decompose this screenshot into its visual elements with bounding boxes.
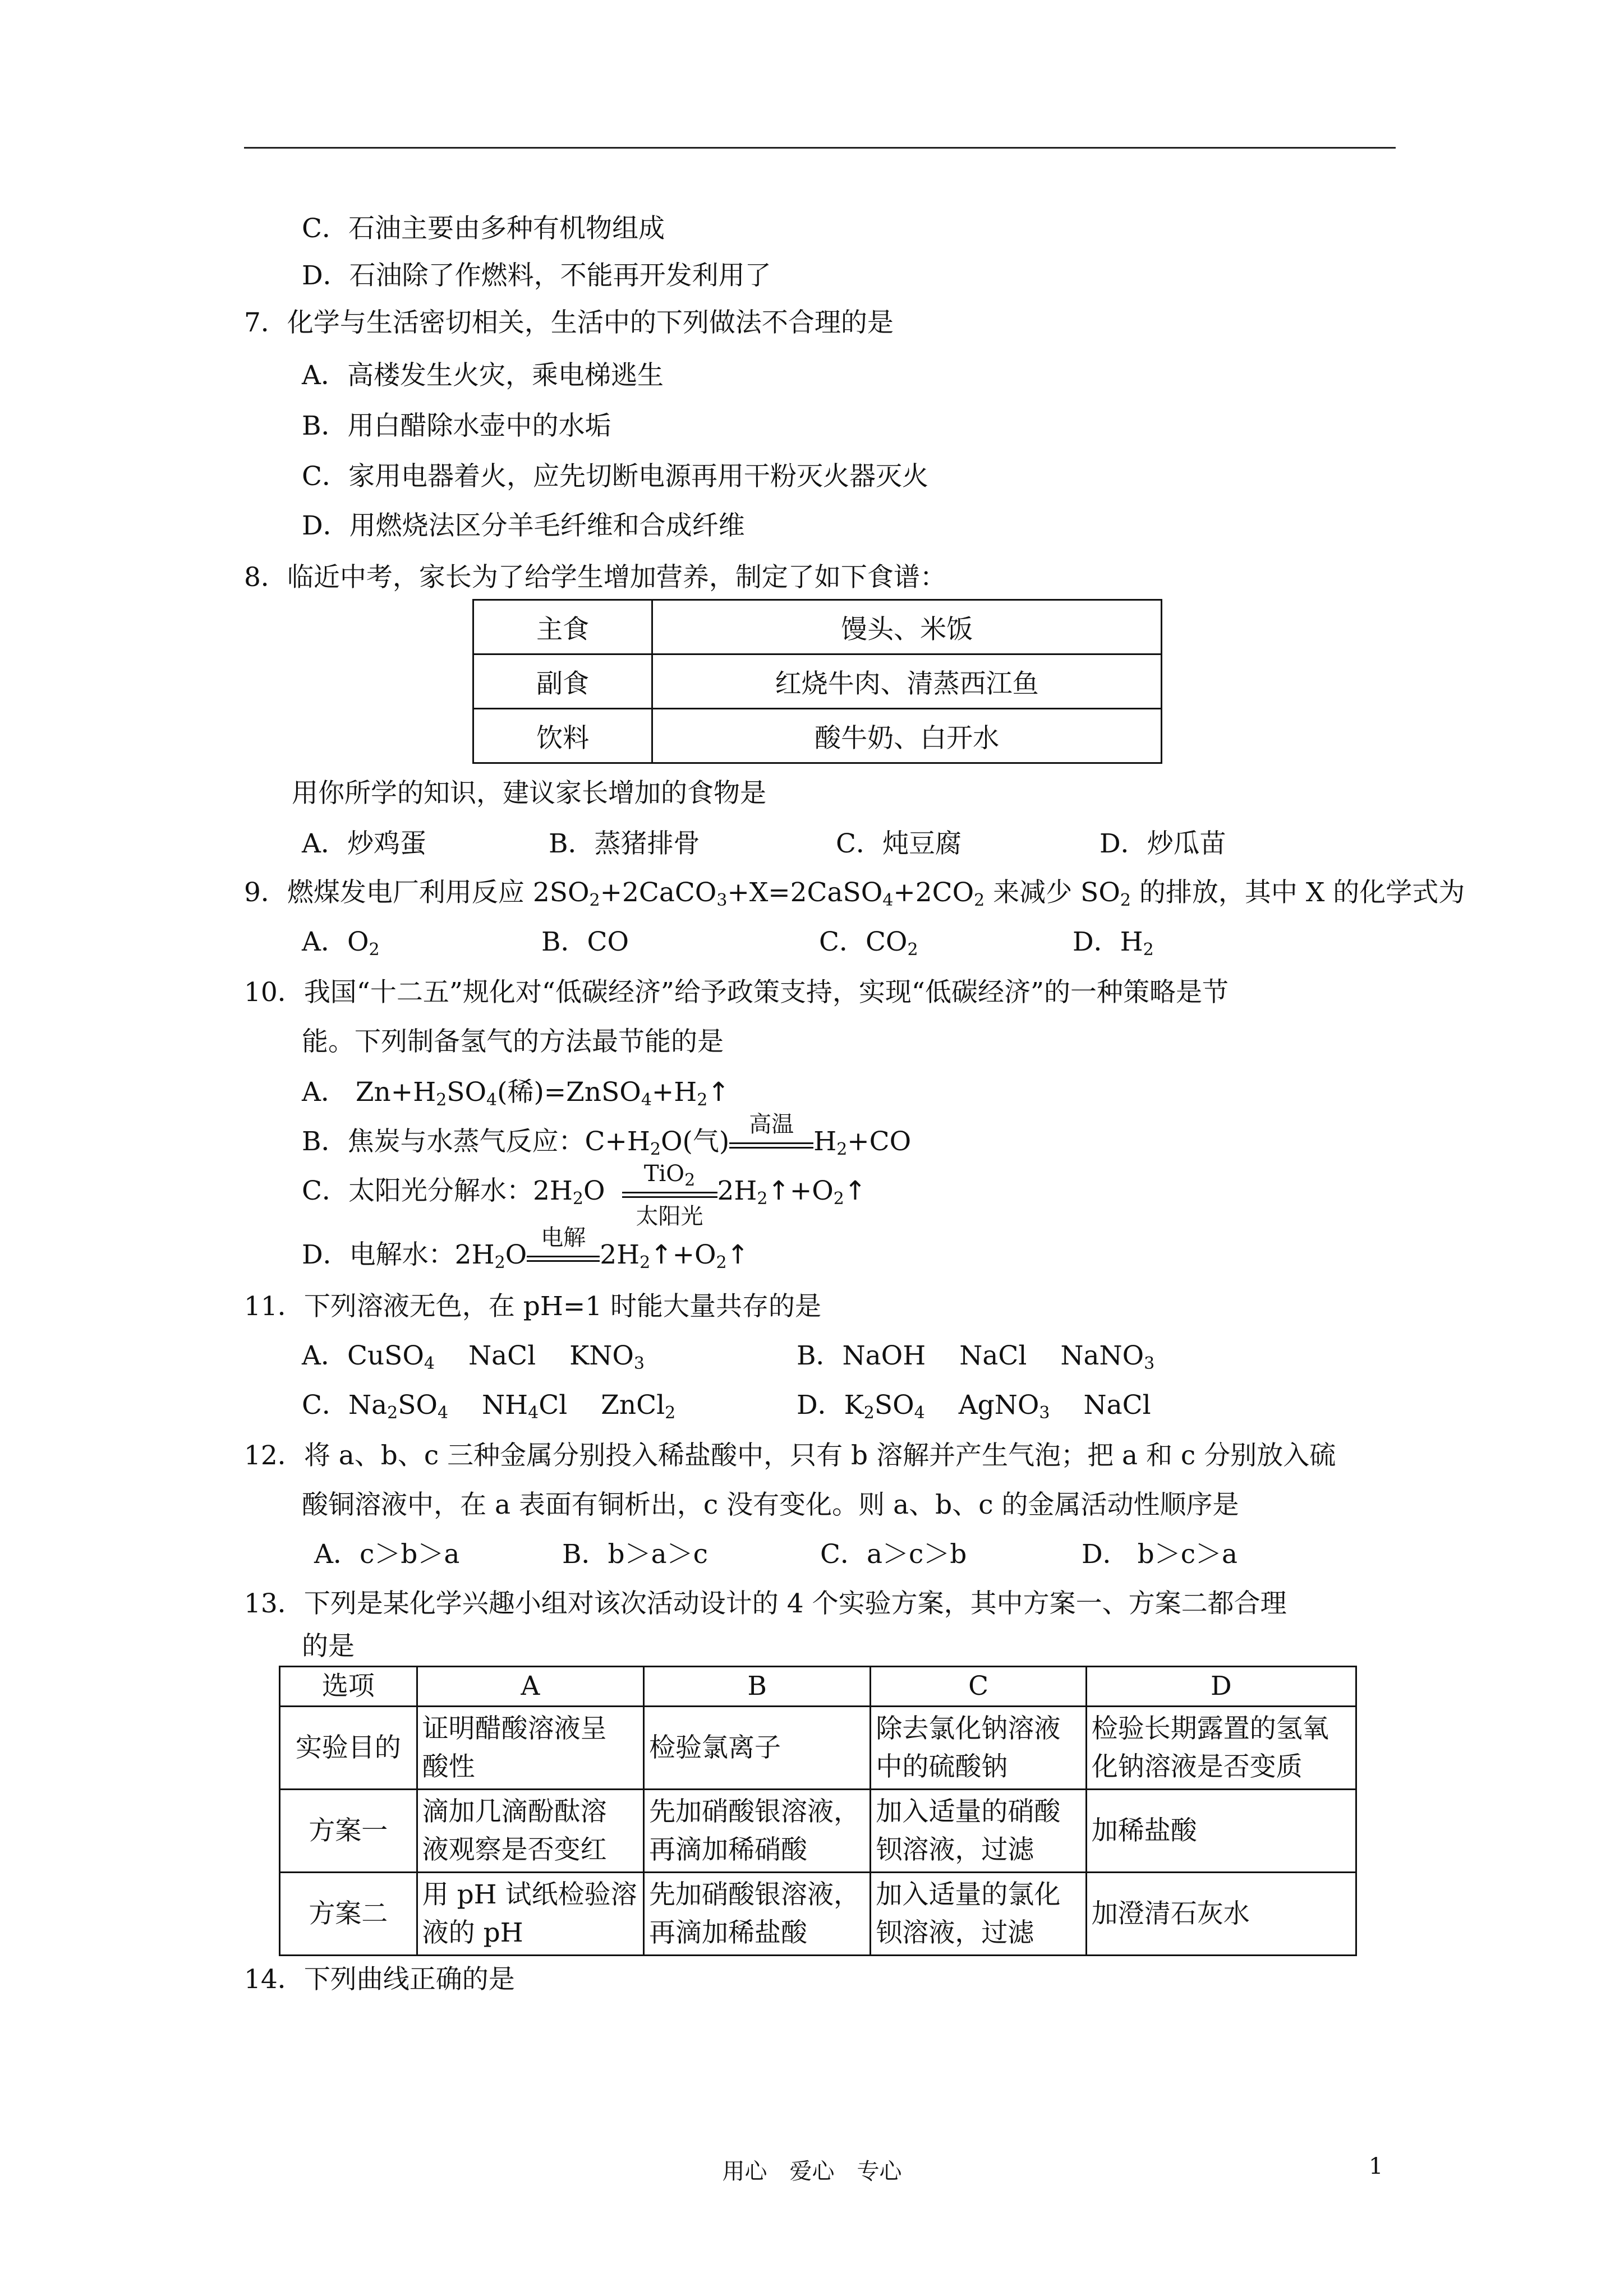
q9-text: 的排放，其中 X 的化学式为 [1130, 877, 1465, 908]
q12-option-c: C．a＞c＞b [820, 1539, 967, 1570]
table-cell [1086, 1790, 1356, 1873]
table-cell [871, 1707, 1086, 1790]
table-cell [1086, 1873, 1356, 1956]
q9-option-a [302, 925, 380, 959]
table-cell [871, 1873, 1086, 1956]
eq-text: 2H [717, 1175, 757, 1206]
eq-text: +O [789, 1175, 834, 1206]
q8-after: 用你所学的知识，建议家长增加的食物是 [292, 778, 766, 809]
equals-bar [527, 1260, 600, 1262]
ion: C．Na [302, 1390, 388, 1421]
q9-sub: 2 [589, 891, 600, 910]
cell-line: 酸性 [422, 1751, 475, 1782]
q12-number: 12． [244, 1440, 304, 1471]
cell-line: 钡溶液，过滤 [876, 1834, 1034, 1865]
equals-bar [729, 1147, 813, 1149]
q10-option-a [302, 1076, 730, 1109]
q10-sub: 2 [572, 1189, 583, 1209]
q8-option-b: B．蒸猪排骨 [549, 828, 700, 859]
q14-stem-text: 下列曲线正确的是 [303, 1964, 515, 1995]
q10-stem-line2: 能。下列制备氢气的方法最节能的是 [302, 1026, 724, 1057]
q12-option-a: A．c＞b＞a [314, 1539, 460, 1570]
q14-stem [244, 1963, 515, 1997]
cell-line: 滴加几滴酚酞溶 [422, 1796, 607, 1827]
ion: AgNO [958, 1390, 1039, 1421]
q11-option-b [797, 1339, 1154, 1373]
cell-line: 用 pH 试纸检验溶 [422, 1879, 637, 1910]
eq-text: 2H [600, 1239, 640, 1270]
q6-option-c: C．石油主要由多种有机物组成 [302, 213, 665, 244]
ion: NaCl [959, 1340, 1027, 1371]
equals-bar [622, 1192, 717, 1193]
cell-line: 加澄清石灰水 [1091, 1898, 1250, 1929]
cell-line: 加入适量的氯化 [876, 1879, 1061, 1910]
eq-text: +H [651, 1077, 697, 1108]
q14-number: 14． [244, 1964, 304, 1995]
q9-sub: 4 [882, 891, 894, 910]
q11-sub: 4 [437, 1403, 449, 1423]
cell-line: 化钠溶液是否变质 [1091, 1751, 1303, 1782]
up-arrow-icon: ↑ [707, 1077, 730, 1108]
q10-option-b [302, 1112, 912, 1160]
q7-stem-text: 化学与生活密切相关，生活中的下列做法不合理的是 [287, 307, 894, 338]
q11-sub: 3 [633, 1354, 645, 1373]
table-cell [417, 1707, 643, 1790]
q9-text: +X=2CaSO [727, 877, 883, 908]
table-cell [643, 1707, 870, 1790]
reaction-condition [729, 1112, 813, 1160]
header-cell: D [1086, 1667, 1356, 1707]
table-header-row [280, 1667, 1356, 1707]
table-cell [417, 1790, 643, 1873]
q11-stem [244, 1290, 821, 1324]
q10-option-d [302, 1225, 749, 1274]
eq-text: SO [447, 1077, 487, 1108]
up-arrow-icon: ↑ [726, 1239, 749, 1270]
cell-line: 钡溶液，过滤 [876, 1917, 1034, 1948]
table-row [280, 1873, 1356, 1956]
condition-label: 电解 [541, 1225, 586, 1251]
table-row [280, 1790, 1356, 1873]
cell-line: 证明醋酸溶液呈 [422, 1713, 607, 1744]
q9-option-b: B．CO [541, 926, 629, 957]
up-arrow-icon: ↑ [767, 1175, 790, 1206]
q7-option-b: B．用白醋除水壶中的水垢 [302, 411, 611, 441]
q11-option-a [302, 1339, 645, 1373]
header-cell: A [417, 1667, 643, 1707]
cell-line: 加入适量的硝酸 [876, 1796, 1061, 1827]
cell-line: 检验氯离子 [648, 1732, 781, 1763]
q8-stem [244, 561, 946, 594]
catalyst-text: TiO [643, 1161, 685, 1187]
table-cell [417, 1873, 643, 1956]
cell-line: 检验长期露置的氢氧 [1091, 1713, 1329, 1744]
table-cell [1086, 1707, 1356, 1790]
ion: D．K [797, 1390, 864, 1421]
q11-sub: 4 [528, 1403, 539, 1423]
header-rule [244, 147, 1396, 149]
condition-label-bottom: 太阳光 [636, 1204, 703, 1229]
q13-stem-line1 [244, 1587, 1287, 1621]
q11-sub: 2 [387, 1403, 398, 1423]
q11-sub: 3 [1039, 1403, 1050, 1423]
q10-sub: 2 [494, 1253, 505, 1273]
eq-text: B．焦炭与水蒸气反应：C+H [302, 1126, 650, 1157]
q9-sub: 3 [716, 891, 728, 910]
eq-text: C．太阳光分解水：2H [302, 1175, 573, 1206]
cell-line: 加稀盐酸 [1091, 1815, 1197, 1846]
q10-sub: 2 [436, 1090, 447, 1110]
header-cell: C [871, 1667, 1086, 1707]
q10-sub: 2 [716, 1253, 727, 1273]
ion: KNO [569, 1340, 634, 1371]
ion: A．CuSO [302, 1340, 424, 1371]
header-cell: 选项 [280, 1667, 417, 1707]
eq-text: +O [672, 1239, 716, 1270]
q10-sub: 2 [697, 1090, 708, 1110]
table-cell [643, 1873, 870, 1956]
q12-stem-line1 [244, 1439, 1336, 1473]
eq-text: O(气) [660, 1126, 730, 1157]
q9-text: 来减少 SO [984, 877, 1120, 908]
ion: NaCl [468, 1340, 536, 1371]
q9-option-d-text: D．H [1073, 926, 1143, 957]
q9-sub: 2 [907, 940, 918, 960]
cell-line: 再滴加稀盐酸 [648, 1917, 807, 1948]
cell-line: 先加硝酸银溶液， [648, 1879, 860, 1910]
condition-label [622, 1157, 717, 1191]
q11-stem-text: 下列溶液无色，在 pH=1 时能大量共存的是 [303, 1291, 822, 1322]
reaction-condition [622, 1161, 717, 1229]
table-row [280, 1707, 1356, 1790]
row-label: 方案二 [280, 1873, 417, 1956]
q11-sub: 3 [1144, 1354, 1155, 1373]
row-label: 方案一 [280, 1790, 417, 1873]
eq-text: +CO [847, 1126, 912, 1157]
q8-option-d: D．炒瓜苗 [1099, 828, 1226, 859]
ion: SO [398, 1390, 438, 1421]
eq-text: D．电解水：2H [302, 1239, 495, 1270]
q8-stem-text: 临近中考，家长为了给学生增加营养，制定了如下食谱： [287, 562, 946, 593]
menu-key: 饮料 [473, 709, 652, 763]
eq-text: O [583, 1175, 605, 1206]
q7-option-d: D．用燃烧法区分羊毛纤维和合成纤维 [302, 510, 745, 541]
experiment-table [279, 1666, 1357, 1956]
q7-option-a: A．高楼发生火灾，乘电梯逃生 [302, 360, 664, 391]
equals-bar [622, 1196, 717, 1198]
menu-row [473, 600, 1162, 654]
q6-option-d: D．石油除了作燃料，不能再开发利用了 [302, 260, 771, 291]
ion: Cl [539, 1390, 568, 1421]
q13-stem-text: 下列是某化学兴趣小组对该次活动设计的 4 个实验方案，其中方案一、方案二都合理 [303, 1588, 1287, 1619]
q9-sub: 2 [369, 940, 380, 960]
q9-option-c [819, 925, 918, 959]
q10-sub: 2 [757, 1189, 768, 1209]
q9-option-a-text: A．O [302, 926, 369, 957]
q10-stem-text: 我国“十二五”规化对“低碳经济”给予政策支持，实现“低碳经济”的一种策略是节 [303, 977, 1229, 1008]
q10-sub: 2 [684, 1170, 696, 1190]
cell-line: 中的硫酸钠 [876, 1751, 1008, 1782]
menu-value: 馒头、米饭 [652, 600, 1162, 654]
menu-key: 主食 [473, 600, 652, 654]
equals-bar [729, 1142, 813, 1144]
q11-option-c [302, 1389, 675, 1422]
q10-sub: 4 [486, 1090, 498, 1110]
q9-text: +2CaCO [600, 877, 717, 908]
q12-option-b: B．b＞a＞c [562, 1539, 708, 1570]
menu-value: 酸牛奶、白开水 [652, 709, 1162, 763]
row-label: 实验目的 [280, 1707, 417, 1790]
menu-table [472, 599, 1162, 764]
eq-text: (稀)=ZnSO [497, 1077, 641, 1108]
q10-sub: 2 [640, 1253, 651, 1273]
q9-stem [244, 876, 1465, 910]
page-footer: 用心 爱心 专心 [722, 2159, 902, 2184]
q11-sub: 4 [914, 1403, 925, 1423]
q11-number: 11． [244, 1291, 304, 1322]
table-cell [643, 1790, 870, 1873]
q10-sub: 4 [641, 1090, 652, 1110]
q11-sub: 2 [665, 1403, 676, 1423]
q12-stem-text: 将 a、b、c 三种金属分别投入稀盐酸中，只有 b 溶解并产生气泡；把 a 和 c 分别放入硫 [303, 1440, 1336, 1471]
menu-row [473, 709, 1162, 763]
header-cell: B [643, 1667, 870, 1707]
cell-line: 液观察是否变红 [422, 1834, 607, 1865]
reaction-condition [527, 1225, 600, 1274]
q11-option-d [797, 1389, 1151, 1422]
q9-option-c-text: C．CO [819, 926, 908, 957]
q9-text: 燃煤发电厂利用反应 2SO [287, 877, 590, 908]
ion: NaNO [1060, 1340, 1144, 1371]
q9-number: 9． [244, 877, 287, 908]
q10-number: 10． [244, 977, 304, 1008]
q13-number: 13． [244, 1588, 304, 1619]
q10-sub: 2 [833, 1189, 844, 1209]
equals-bar [527, 1256, 600, 1257]
q9-sub: 2 [1143, 940, 1154, 960]
page-number: 1 [1369, 2154, 1383, 2179]
q9-sub: 2 [974, 891, 985, 910]
q12-stem-line2: 酸铜溶液中，在 a 表面有铜析出，c 没有变化。则 a、b、c 的金属活动性顺序是 [302, 1490, 1239, 1520]
q12-option-d: D． b＞c＞a [1082, 1539, 1238, 1570]
eq-text: O [505, 1239, 527, 1270]
q9-sub: 2 [1120, 891, 1131, 910]
ion: NH [482, 1390, 528, 1421]
eq-text: A． Zn+H [302, 1077, 436, 1108]
q10-option-c [302, 1161, 867, 1229]
q10-sub: 2 [836, 1140, 848, 1159]
table-cell [871, 1790, 1086, 1873]
cell-line: 再滴加稀硝酸 [648, 1834, 807, 1865]
condition-label: 高温 [749, 1112, 794, 1137]
q7-option-c: C．家用电器着火，应先切断电源再用干粉灭火器灭火 [302, 461, 928, 492]
menu-row [473, 654, 1162, 709]
cell-line: 先加硝酸银溶液， [648, 1796, 860, 1827]
ion: B．NaOH [797, 1340, 926, 1371]
cell-line: 除去氯化钠溶液 [876, 1713, 1061, 1744]
cell-line: 液的 pH [422, 1917, 523, 1948]
q13-stem-line2: 的是 [302, 1631, 355, 1662]
up-arrow-icon: ↑ [650, 1239, 673, 1270]
q8-option-a: A．炒鸡蛋 [302, 828, 426, 859]
eq-text: H [813, 1126, 837, 1157]
q8-option-c: C．炖豆腐 [836, 828, 961, 859]
q7-number: 7． [244, 307, 287, 338]
q9-option-d [1073, 925, 1154, 959]
q7-stem [244, 306, 894, 340]
q11-sub: 2 [863, 1403, 875, 1423]
up-arrow-icon: ↑ [844, 1175, 867, 1206]
q10-stem-line1 [244, 976, 1229, 1009]
ion: SO [874, 1390, 914, 1421]
q11-sub: 4 [424, 1354, 435, 1373]
q10-sub: 2 [650, 1140, 661, 1159]
q8-number: 8． [244, 562, 287, 593]
ion: ZnCl [601, 1390, 665, 1421]
q9-text: +2CO [893, 877, 974, 908]
menu-value: 红烧牛肉、清蒸西江鱼 [652, 654, 1162, 709]
menu-key: 副食 [473, 654, 652, 709]
ion: NaCl [1083, 1390, 1151, 1421]
